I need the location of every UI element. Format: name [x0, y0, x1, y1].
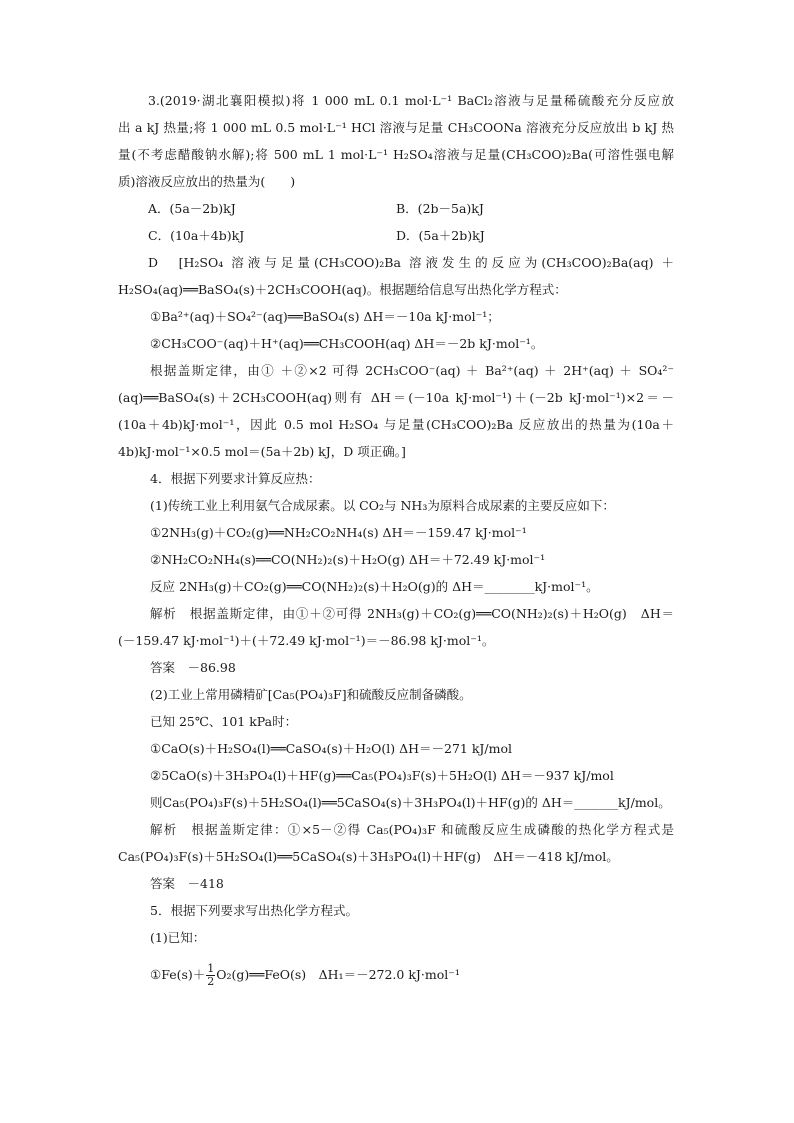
- q4-part1-eq1: ①2NH₃(g)＋CO₂(g)══NH₂CO₂NH₄(s) ΔH＝－159.47 kJ·mol⁻¹: [150, 525, 527, 540]
- q4-part2-eq2: ②5CaO(s)＋3H₃PO₄(l)＋HF(g)══Ca₅(PO₄)₃F(s)＋5H₂O(l) ΔH＝－937 kJ/mol: [150, 768, 614, 783]
- option-b: B．(2b－5a)kJ: [396, 201, 484, 216]
- q3-answer-line-6: (aq)══BaSO₄(s)＋2CH₃COOH(aq)则有 ΔH＝(－10a kJ·mol⁻¹)＋(－2b kJ·mol⁻¹)×2＝－: [118, 390, 674, 405]
- q4-part1-eq2: ②NH₂CO₂NH₄(s)══CO(NH₂)₂(s)＋H₂O(g) ΔH＝＋72.49 kJ·mol⁻¹: [150, 552, 546, 567]
- q3-line-1: 3.(2019·湖北襄阳模拟)将 1 000 mL 0.1 mol·L⁻¹ BaCl₂溶液与足量稀硫酸充分反应放: [148, 93, 674, 108]
- fraction-denominator: 2: [207, 975, 215, 988]
- q4-part2-question: 则Ca₅(PO₄)₃F(s)＋5H₂SO₄(l)══5CaSO₄(s)＋3H₃PO₄(l)＋HF(g)的 ΔH＝_______kJ/mol。: [150, 795, 671, 810]
- q4-part2-analysis-1: 解析 根据盖斯定律：①×5－②得 Ca₅(PO₄)₃F 和硫酸反应生成磷酸的热化学方程式是: [150, 822, 674, 837]
- q5-part1-intro: (1)已知：: [150, 930, 206, 945]
- q4-part1-question: 反应 2NH₃(g)＋CO₂(g)══CO(NH₂)₂(s)＋H₂O(g)的 ΔH＝________kJ·mol⁻¹。: [150, 579, 599, 594]
- q5-eq-suffix: O₂(g)══FeO(s) ΔH₁＝－272.0 kJ·mol⁻¹: [216, 967, 460, 982]
- q3-answer-line-8: 4b)kJ·mol⁻¹×0.5 mol＝(5a＋2b) kJ，D 项正确。]: [118, 444, 406, 459]
- q4-part2-intro: (2)工业上常用磷精矿[Ca₅(PO₄)₃F]和硫酸反应制备磷酸。: [150, 687, 472, 702]
- option-d: D．(5a＋2b)kJ: [396, 228, 485, 243]
- q5-eq-prefix: ①Fe(s)＋: [150, 967, 206, 982]
- fraction-one-half: [206, 963, 215, 988]
- q3-line-4: 质)溶液反应放出的热量为( ): [118, 174, 296, 189]
- q3-answer-line-1: D [H₂SO₄ 溶液与足量(CH₃COO)₂Ba 溶液发生的反应为(CH₃COO)₂Ba(aq) ＋: [148, 255, 674, 270]
- q4-part1-answer: 答案 －86.98: [150, 660, 236, 675]
- q3-line-2: 出 a kJ 热量;将 1 000 mL 0.5 mol·L⁻¹ HCl 溶液与足量 CH₃COONa 溶液充分反应放出 b kJ 热: [118, 120, 674, 135]
- q5-part1-eq1: [150, 960, 460, 990]
- q3-line-3: 量(不考虑醋酸钠水解);将 500 mL 1 mol·L⁻¹ H₂SO₄溶液与足量(CH₃COO)₂Ba(可溶性强电解: [118, 147, 674, 162]
- q3-answer-eq-1: ①Ba²⁺(aq)＋SO₄²⁻(aq)══BaSO₄(s) ΔH＝－10a kJ·mol⁻¹；: [150, 309, 500, 324]
- q4-part2-analysis-2: Ca₅(PO₄)₃F(s)＋5H₂SO₄(l)══5CaSO₄(s)＋3H₃PO₄(l)＋HF(g) ΔH＝－418 kJ/mol。: [118, 849, 619, 864]
- option-a: A．(5a－2b)kJ: [148, 201, 236, 216]
- fraction-numerator: 1: [207, 962, 215, 975]
- q4-part2-answer: 答案 －418: [150, 876, 224, 891]
- q3-answer-eq-2: ②CH₃COO⁻(aq)＋H⁺(aq)══CH₃COOH(aq) ΔH＝－2b kJ·mol⁻¹。: [150, 336, 544, 351]
- q4-part2-eq1: ①CaO(s)＋H₂SO₄(l)══CaSO₄(s)＋H₂O(l) ΔH＝－271 kJ/mol: [150, 741, 512, 756]
- option-c: C．(10a＋4b)kJ: [148, 228, 245, 243]
- q5-title: 5．根据下列要求写出热化学方程式。: [150, 903, 358, 918]
- q3-answer-line-2: H₂SO₄(aq)══BaSO₄(s)＋2CH₃COOH(aq)。根据题给信息写出热化学方程式：: [118, 282, 567, 297]
- q4-part1-analysis-1: 解析 根据盖斯定律，由①＋②可得 2NH₃(g)＋CO₂(g)══CO(NH₂)₂(s)＋H₂O(g) ΔH＝: [150, 606, 674, 621]
- q4-part1-analysis-2: (－159.47 kJ·mol⁻¹)＋(＋72.49 kJ·mol⁻¹)＝－86.98 kJ·mol⁻¹。: [118, 633, 495, 648]
- q3-answer-line-5: 根据盖斯定律，由① ＋②×2 可得 2CH₃COO⁻(aq) ＋ Ba²⁺(aq) ＋ 2H⁺(aq) ＋ SO₄²⁻: [150, 363, 674, 378]
- q4-part1-intro: (1)传统工业上利用氨气合成尿素。以 CO₂与 NH₃为原料合成尿素的主要反应如下：: [150, 498, 615, 513]
- q4-part2-given: 已知 25℃、101 kPa时：: [150, 714, 298, 729]
- q3-answer-line-7: (10a＋4b)kJ·mol⁻¹，因此 0.5 mol H₂SO₄ 与足量(CH₃COO)₂Ba 反应放出的热量为(10a＋: [118, 417, 674, 432]
- q4-title: 4．根据下列要求计算反应热：: [150, 471, 321, 486]
